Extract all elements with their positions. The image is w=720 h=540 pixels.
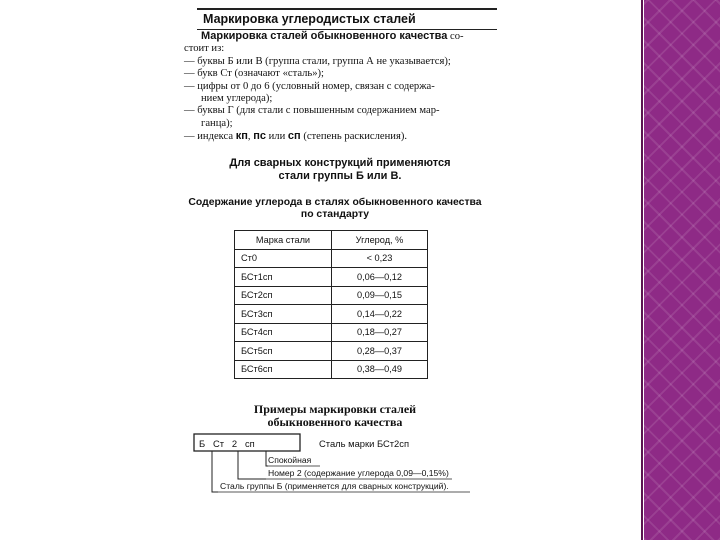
table-row [235, 323, 428, 342]
list-item-continuation: ганца); [201, 117, 233, 129]
part-label-deox: Спокойная [268, 455, 312, 465]
header-rule-top [197, 8, 497, 10]
caption-line: Содержание углерода в сталях обыкновенного качества [188, 197, 482, 208]
table-cell: БСт3сп [235, 305, 332, 324]
intro-lead-line2: стоит из: [184, 43, 225, 55]
page-title: Маркировка углеродистых сталей [203, 12, 416, 26]
table-cell: БСт5сп [235, 342, 332, 361]
list-item-text: или [265, 131, 288, 143]
code-part-steel: Ст [212, 438, 225, 449]
table-cell: БСт4сп [235, 323, 332, 342]
list-item-text: — индекса [184, 131, 236, 143]
side-panel-border [641, 0, 643, 540]
note-line: Для сварных конструкций применяются [229, 157, 451, 169]
list-item: — букв Ст (означают «сталь»); [184, 68, 325, 80]
table-cell: БСт1сп [235, 268, 332, 287]
list-item: — цифры от 0 до 6 (условный номер, связан с содержа- [184, 80, 435, 92]
examples-title-line: обыкновенного качества [267, 415, 403, 429]
decorative-side-panel [644, 0, 720, 540]
table-cell: 0,28—0,37 [332, 342, 428, 361]
list-item-text: , [247, 131, 254, 143]
index-ps: пс [253, 130, 266, 143]
table-header-row [235, 231, 428, 250]
table-header-cell: Марка стали [235, 231, 332, 250]
intro-paragraph [184, 30, 500, 144]
examples-title [210, 403, 460, 429]
table-cell: < 0,23 [332, 249, 428, 268]
code-part-deox: сп [244, 438, 255, 449]
table-cell: 0,18—0,27 [332, 323, 428, 342]
part-label-number: Номер 2 (содержание углерода 0,09—0,15%) [268, 468, 449, 478]
code-part-group: Б [199, 438, 206, 449]
intro-lead-rest: со- [447, 31, 464, 42]
carbon-content-table [234, 230, 428, 379]
table-row [235, 286, 428, 305]
table-row [235, 305, 428, 324]
code-part-number: 2 [231, 438, 238, 449]
table-cell: БСт2сп [235, 286, 332, 305]
marking-code [199, 438, 255, 449]
welding-note [190, 157, 490, 183]
leader-group [212, 451, 218, 492]
index-sp: сп [287, 130, 301, 143]
table-cell: 0,38—0,49 [332, 360, 428, 379]
marking-code-label: Сталь марки БСт2сп [319, 438, 410, 449]
list-item-continuation: нием углерода); [201, 93, 273, 105]
table-row [235, 360, 428, 379]
table-row [235, 342, 428, 361]
list-item-text: (степень раскисления). [300, 131, 407, 143]
list-item: — буквы Б или В (группа стали, группа А не указывается); [184, 55, 451, 67]
caption-line: по стандарту [300, 209, 370, 220]
list-item: — буквы Г (для стали с повышенным содержанием мар- [184, 105, 440, 117]
part-label-group: Сталь группы Б (применяется для сварных конструкций). [220, 481, 449, 491]
table-cell: БСт6сп [235, 360, 332, 379]
leader-number [238, 451, 266, 479]
table-cell: 0,14—0,22 [332, 305, 428, 324]
table-cell: Ст0 [235, 249, 332, 268]
note-line: стали группы Б или В. [278, 170, 402, 182]
examples-title-line: Примеры маркировки сталей [253, 402, 417, 416]
intro-lead [184, 30, 500, 43]
list-item-last [184, 130, 500, 143]
table-cell: 0,06—0,12 [332, 268, 428, 287]
table-row [235, 249, 428, 268]
table-caption [175, 197, 495, 221]
table-header-cell: Углерод, % [332, 231, 428, 250]
table-cell: 0,09—0,15 [332, 286, 428, 305]
index-kp: кп [235, 130, 248, 143]
intro-lead-bold: Маркировка сталей обыкновенного качества [201, 30, 448, 42]
table-row [235, 268, 428, 287]
